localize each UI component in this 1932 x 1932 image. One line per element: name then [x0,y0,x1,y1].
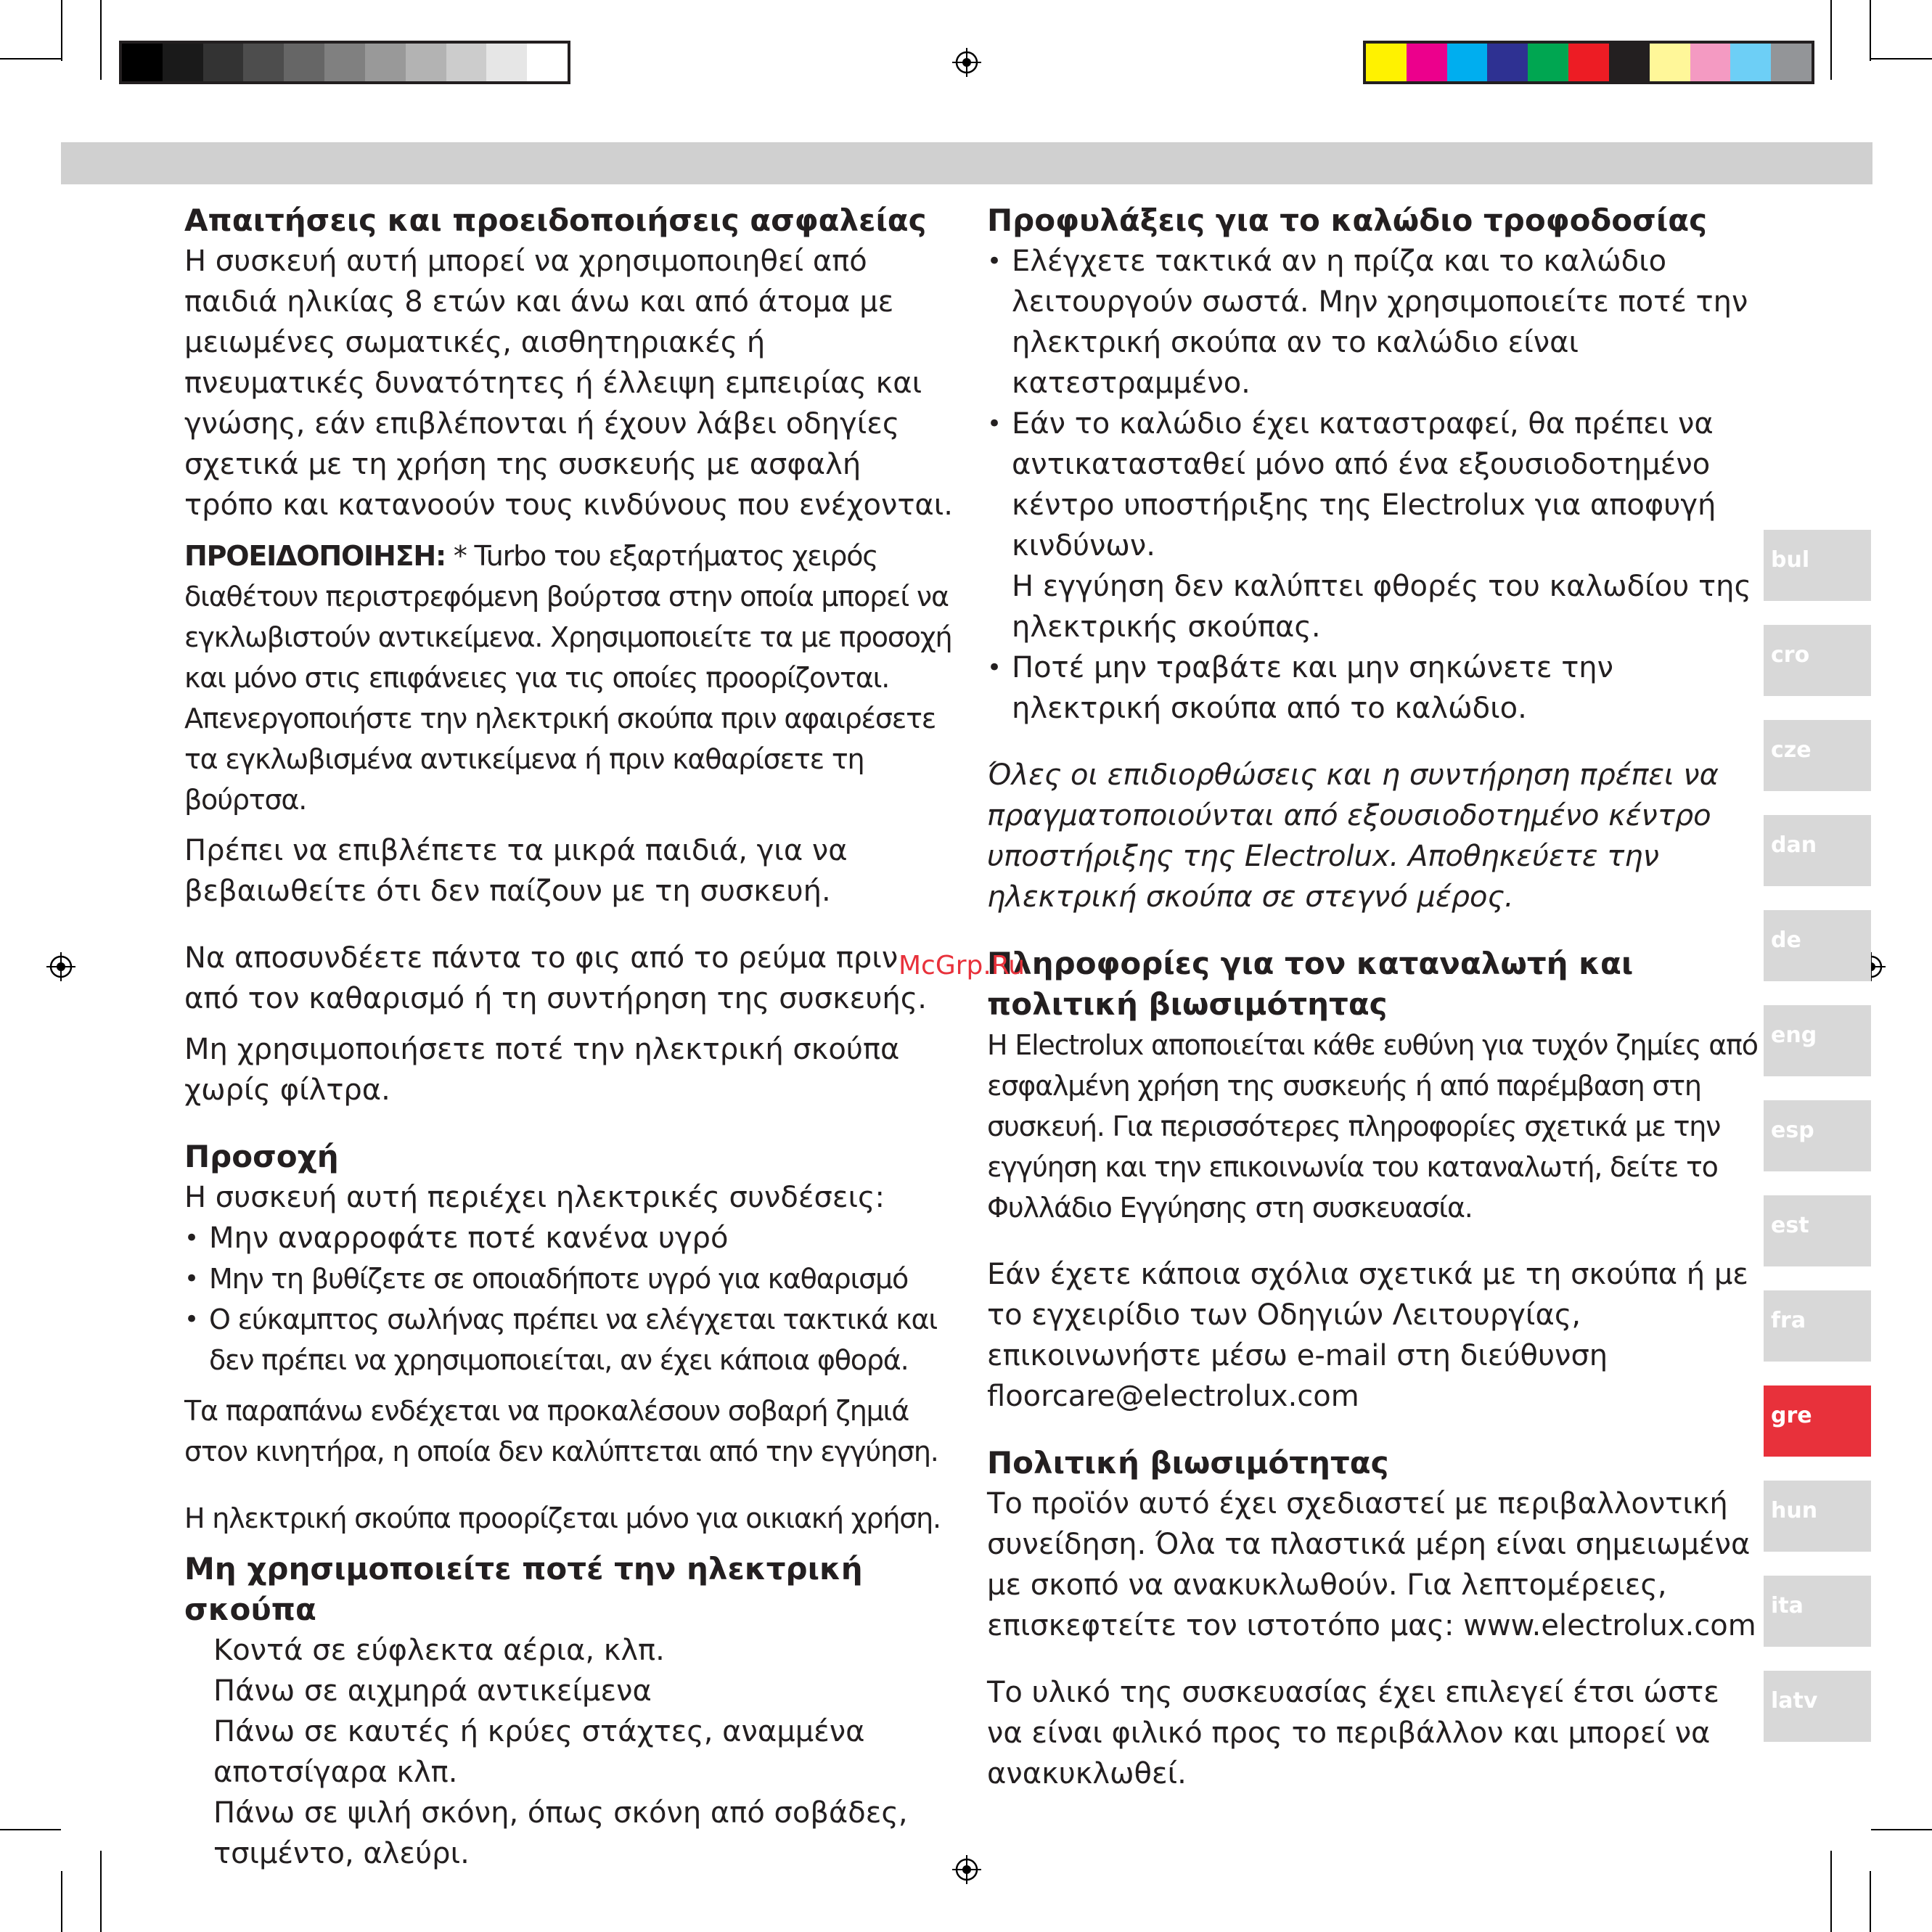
never-use-heading: Μη χρησιμοποιείτε ποτέ την ηλεκτρική σκούπα [184,1551,863,1627]
color-swatch [1487,44,1528,81]
crop-mark [1870,1871,1871,1932]
never-use-list [184,1630,954,1874]
crop-mark [100,0,102,80]
list-item-text: Εάν το καλώδιο έχει καταστραφεί, θα πρέπει να αντικατασταθεί μόνο από ένα εξουσιοδοτημένο κέντρο υποστήριξης της Electrolux για αποφυγή κινδύνων. [1012,407,1716,562]
safety-heading: Απαιτήσεις και προειδοποιήσεις ασφαλείας [184,202,927,238]
list-item [987,404,1764,647]
color-swatch [122,44,163,81]
language-tab-est[interactable]: est [1764,1195,1871,1266]
color-swatch [486,44,527,81]
registration-mark-icon [46,952,75,981]
caution-heading: Προσοχή [184,1139,339,1174]
feedback-paragraph: Εάν έχετε κάποια σχόλια σχετικά με τη σκούπα ή με το εγχειρίδιο των Οδηγιών Λειτουργίας, επικοινωνήστε μέσω e-mail στη διεύθυνση floorcare@electrolux.com [987,1258,1748,1413]
left-column [184,200,954,1874]
list-item: • Μην αναρροφάτε ποτέ κανένα υγρό [184,1218,954,1258]
list-item: • Ποτέ μην τραβάτε και μην σηκώνετε την ηλεκτρική σκούπα από το καλώδιο. [987,647,1764,729]
header-bar [61,142,1872,184]
crop-mark [1871,58,1932,60]
process-color-bar [1363,41,1814,84]
warning-label: ΠΡΟΕΙΔΟΠΟΙΗΣΗ: [184,540,446,572]
list-item-note: Η εγγύηση δεν καλύπτει φθορές του καλωδίου της ηλεκτρικής σκούπας. [1012,570,1751,644]
crop-mark [61,0,62,61]
language-tab-cze[interactable]: cze [1764,720,1871,791]
color-swatch [1447,44,1488,81]
crop-mark [0,1829,61,1830]
language-tab-gre[interactable]: gre [1764,1385,1871,1457]
list-item: Πάνω σε καυτές ή κρύες στάχτες, αναμμένα αποτσίγαρα κλπ. [213,1715,865,1789]
warning-paragraph [184,536,954,820]
cord-heading: Προφυλάξεις για το καλώδιο τροφοδοσίας [987,202,1707,238]
language-tab-ita[interactable]: ita [1764,1576,1871,1647]
crop-mark [100,1851,102,1932]
color-swatch [1568,44,1609,81]
color-swatch [1730,44,1771,81]
color-swatch [527,44,568,81]
crop-mark [1830,0,1832,80]
list-item: Πάνω σε ψιλή σκόνη, όπως σκόνη από σοβάδες, τσιμέντο, αλεύρι. [213,1796,908,1870]
caution-intro: Η συσκευή αυτή περιέχει ηλεκτρικές συνδέσεις: [184,1181,885,1214]
damage-paragraph: Τα παραπάνω ενδέχεται να προκαλέσουν σοβαρή ζημιά στον κινητήρα, η οποία δεν καλύπτεται από την εγγύηση. [184,1395,938,1468]
color-swatch [203,44,244,81]
color-swatch [163,44,203,81]
list-item: • Ελέγχετε τακτικά αν η πρίζα και το καλώδιο λειτουργούν σωστά. Μην χρησιμοποιείτε ποτέ την ηλεκτρική σκούπα αν το καλώδιο είναι κατεστραμμένο. [987,241,1764,404]
language-tab-bul[interactable]: bul [1764,530,1871,601]
color-swatch [1366,44,1407,81]
watermark: McGrp.Ru [899,951,1026,981]
sustainability-paragraph: Το προϊόν αυτό έχει σχεδιαστεί με περιβαλλοντική συνείδηση. Όλα τα πλαστικά μέρη είναι σημειωμένα με σκοπό να ανακυκλωθούν. Για λεπτομέρειες, επισκεφτείτε τον ιστοτόπο μας: www.electrolux.com [987,1487,1756,1642]
language-tab-hun[interactable]: hun [1764,1481,1871,1552]
color-swatch [406,44,446,81]
cord-list [987,241,1764,729]
color-swatch [1771,44,1812,81]
warning-text: * Turbo του εξαρτήματος χειρός διαθέτουν περιστρεφόμενη βούρτσα στην οποία μπορεί να εγκλωβιστούν αντικείμενα. Χρησιμοποιείτε τα με προσοχή και μόνο στις επιφάνειες για τις οποίες προορίζονται. Απενεργοποιήστε την ηλεκτρική σκούπα πριν αφαιρέσετε τα εγκλωβισμένα αντικείμενα ή πριν καθαρίσετε τη βούρτσα. [184,540,952,816]
sustainability-heading: Πολιτική βιωσιμότητας [987,1445,1389,1481]
filter-paragraph: Μη χρησιμοποιήσετε ποτέ την ηλεκτρική σκούπα χωρίς φίλτρα. [184,1033,900,1107]
color-swatch [1690,44,1731,81]
list-item: Πάνω σε αιχμηρά αντικείμενα [213,1674,652,1708]
color-swatch [1609,44,1650,81]
list-item: • Ο εύκαμπτος σωλήνας πρέπει να ελέγχεται τακτικά και δεν πρέπει να χρησιμοποιείται, αν έχει κάποια φθορά. [184,1299,954,1380]
language-tab-de[interactable]: de [1764,910,1871,981]
caution-list [184,1218,954,1380]
color-swatch [284,44,324,81]
right-column [987,200,1764,1804]
grayscale-color-bar [119,41,570,84]
list-item: Κοντά σε εύφλεκτα αέρια, κλπ. [213,1634,665,1667]
color-swatch [324,44,365,81]
consumer-paragraph: Η Electrolux αποποιείται κάθε ευθύνη για τυχόν ζημίες από εσφαλμένη χρήση της συσκευής ή από παρέμβαση στη συσκευή. Για περισσότερες πληροφορίες σχετικά με την εγγύηση και την επικοινωνία του καταναλωτή, δείτε το Φυλλάδιο Εγγύησης στη συσκευασία. [987,1029,1758,1224]
service-paragraph: Όλες οι επιδιορθώσεις και η συντήρηση πρέπει να πραγματοποιούνται από εξουσιοδοτημένο κέντρο υποστήριξης της Electrolux. Αποθηκεύετε την ηλεκτρική σκούπα σε στεγνό μέρος. [987,758,1719,914]
registration-mark-icon [952,48,981,77]
safety-paragraph: Η συσκευή αυτή μπορεί να χρησιμοποιηθεί από παιδιά ηλικίας 8 ετών και άνω και από άτομα με μειωμένες σωματικές, αισθητηριακές ή πνευματικές δυνατότητες ή έλλειψη εμπειρίας και γνώσης, εάν επιβλέπονται ή έχουν λάβει οδηγίες σχετικά με τη χρήση της συσκευής με ασφαλή τρόπο και κατανοούν τους κινδύνους που ενέχονται. [184,245,954,522]
color-swatch [446,44,487,81]
color-swatch [365,44,406,81]
language-tab-eng[interactable]: eng [1764,1005,1871,1076]
list-item: • Μην τη βυθίζετε σε οποιαδήποτε υγρό για καθαρισμό [184,1258,954,1299]
language-tab-latv[interactable]: latv [1764,1671,1871,1742]
consumer-heading: Πληροφορίες για τον καταναλωτή και πολιτική βιωσιμότητας [987,946,1634,1022]
household-paragraph: Η ηλεκτρική σκούπα προορίζεται μόνο για οικιακή χρήση. [184,1502,941,1534]
crop-mark [61,1871,62,1932]
crop-mark [0,58,61,60]
packaging-paragraph: Το υλικό της συσκευασίας έχει επιλεγεί έτσι ώστε να είναι φιλικό προς το περιβάλλον και μπορεί να ανακυκλωθεί. [987,1676,1719,1790]
unplug-paragraph: Να αποσυνδέετε πάντα το φις από το ρεύμα πριν από τον καθαρισμό ή τη συντήρηση της συσκευής. [184,941,927,1015]
crop-mark [1830,1851,1832,1932]
language-tab-esp[interactable]: esp [1764,1100,1871,1171]
language-tab-fra[interactable]: fra [1764,1290,1871,1362]
children-paragraph: Πρέπει να επιβλέπετε τα μικρά παιδιά, για να βεβαιωθείτε ότι δεν παίζουν με τη συσκευή. [184,834,848,908]
crop-mark [1870,0,1871,61]
registration-mark-icon [952,1855,981,1884]
crop-mark [1871,1829,1932,1830]
color-swatch [1528,44,1568,81]
language-tab-dan[interactable]: dan [1764,815,1871,886]
color-swatch [243,44,284,81]
color-swatch [1650,44,1690,81]
color-swatch [1407,44,1447,81]
language-tab-cro[interactable]: cro [1764,625,1871,696]
